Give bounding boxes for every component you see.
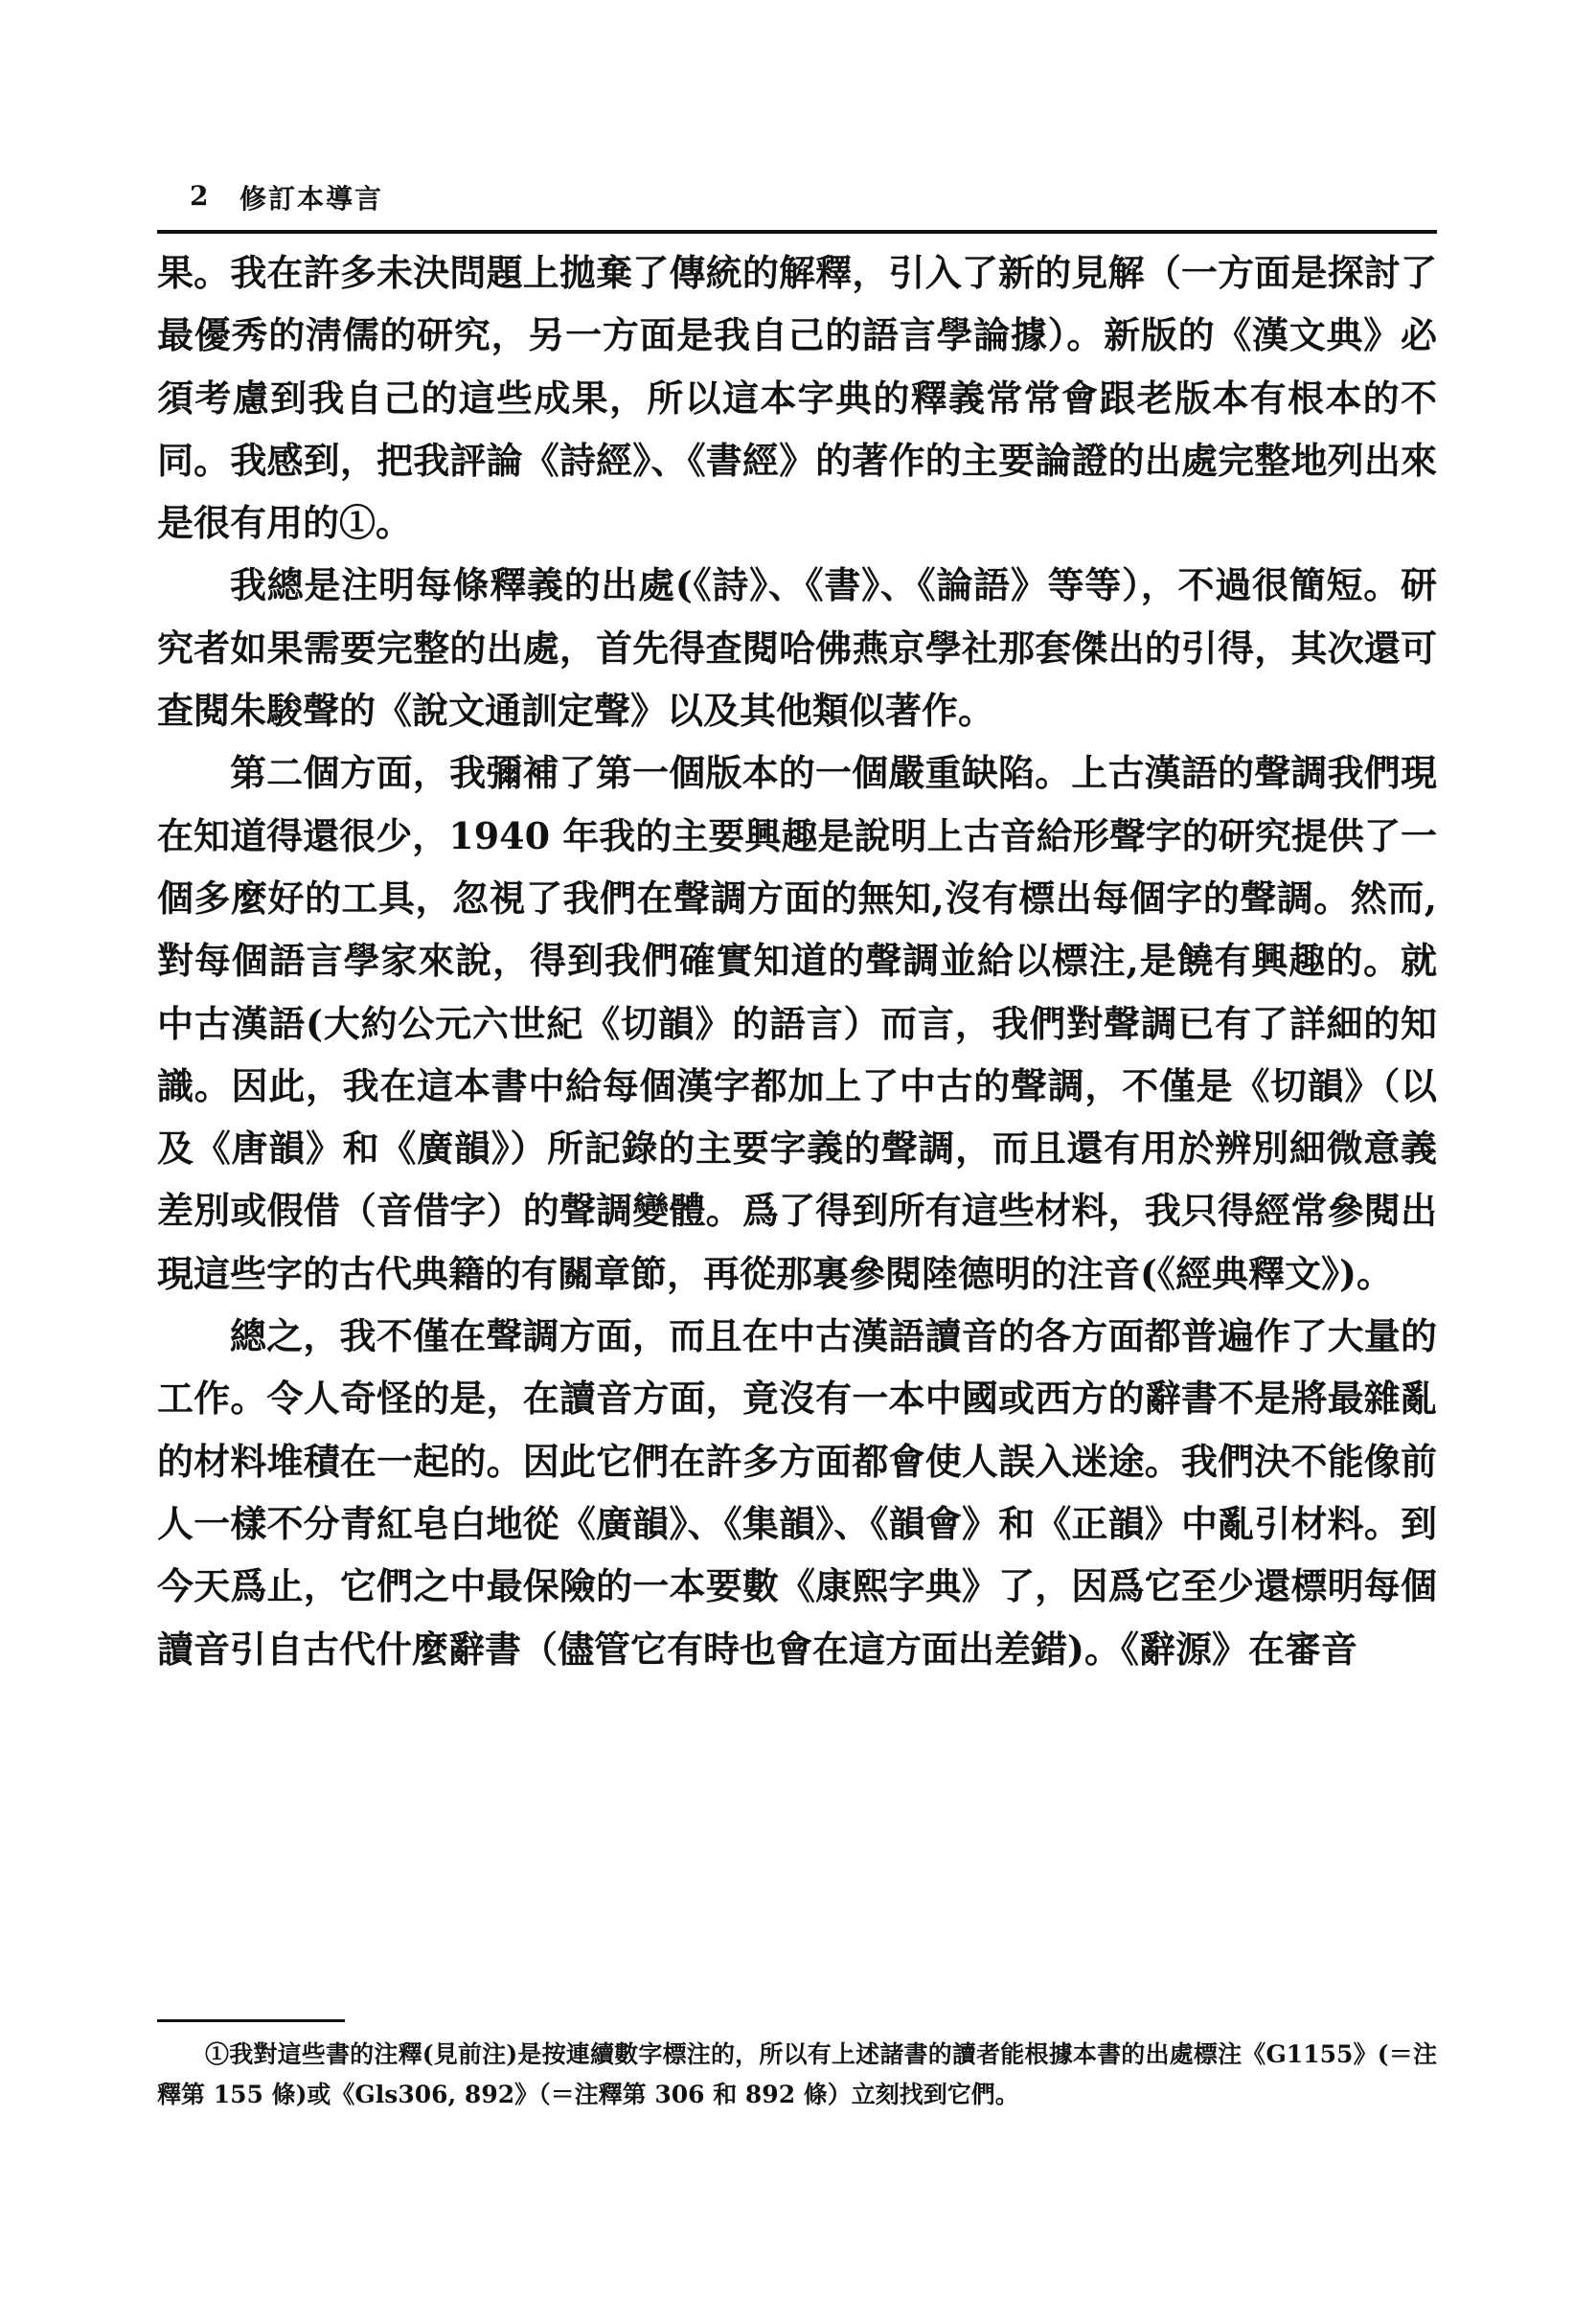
footnote-text: ①我對這些書的注釋(見前注)是按連續數字標注的，所以有上述諸書的讀者能根據本書的出處標注《G1155》(＝注釋第 155 條)或《Gls306, 892》（＝注釋第 306 和 892 條）立刻找到它們。	[157, 2040, 1437, 2108]
paragraph: 果。我在許多未決問題上拋棄了傳統的解釋，引入了新的見解（一方面是探討了最優秀的淸儒的研究，另一方面是我自己的語言學論據）。新版的《漢文典》必須考慮到我自己的這些成果，所以這本字典的釋義常常會跟老版本有根本的不同。我感到，把我評論《詩經》、《書經》的著作的主要論證的出處完整地列出來是很有用的①。	[157, 251, 1437, 545]
header-rule	[157, 230, 1437, 234]
page-number: 2	[190, 180, 209, 212]
footnote-rule	[157, 2019, 345, 2022]
paragraph: 我總是注明每條釋義的出處(《詩》、《書》、《論語》等等），不過很簡短。研究者如果需要完整的出處，首先得查閱哈佛燕京學社那套傑出的引得，其次還可查閱朱駿聲的《說文通訓定聲》以及其他類似著作。	[157, 563, 1437, 733]
paragraph: 總之，我不僅在聲調方面，而且在中古漢語讀音的各方面都普遍作了大量的工作。令人奇怪的是，在讀音方面，竟沒有一本中國或西方的辭書不是將最雜亂的材料堆積在一起的。因此它們在許多方面都會使人誤入迷途。我們決不能像前人一樣不分青紅皂白地從《廣韻》、《集韻》、《韻會》和《正韻》中亂引材料。到今天爲止，它們之中最保險的一本要數《康熙字典》了，因爲它至少還標明每個讀音引自古代什麼辭書（儘管它有時也會在這方面出差錯)。《辭源》在審音	[157, 1314, 1437, 1671]
body-text	[157, 241, 1437, 1680]
footnote	[157, 2035, 1437, 2115]
paragraph: 第二個方面，我彌補了第一個版本的一個嚴重缺陷。上古漢語的聲調我們現在知道得還很少，1940 年我的主要興趣是說明上古音給形聲字的研究提供了一個多麼好的工具，忽視了我們在聲調方面的無知,沒有標出每個字的聲調。然而,對每個語言學家來說，得到我們確實知道的聲調並給以標注,是饒有興趣的。就中古漢語(大約公元六世紀《切韻》的語言）而言，我們對聲調已有了詳細的知識。因此，我在這本書中給每個漢字都加上了中古的聲調，不僅是《切韻》（以及《唐韻》和《廣韻》）所記錄的主要字義的聲調，而且還有用於辨別細微意義差別或假借（音借字）的聲調變體。爲了得到所有這些材料，我只得經常參閱出現這些字的古代典籍的有關章節，再從那裏參閱陸德明的注音(《經典釋文》)。	[157, 751, 1437, 1295]
running-title: 修訂本導言	[239, 183, 384, 215]
running-header	[182, 174, 1437, 213]
